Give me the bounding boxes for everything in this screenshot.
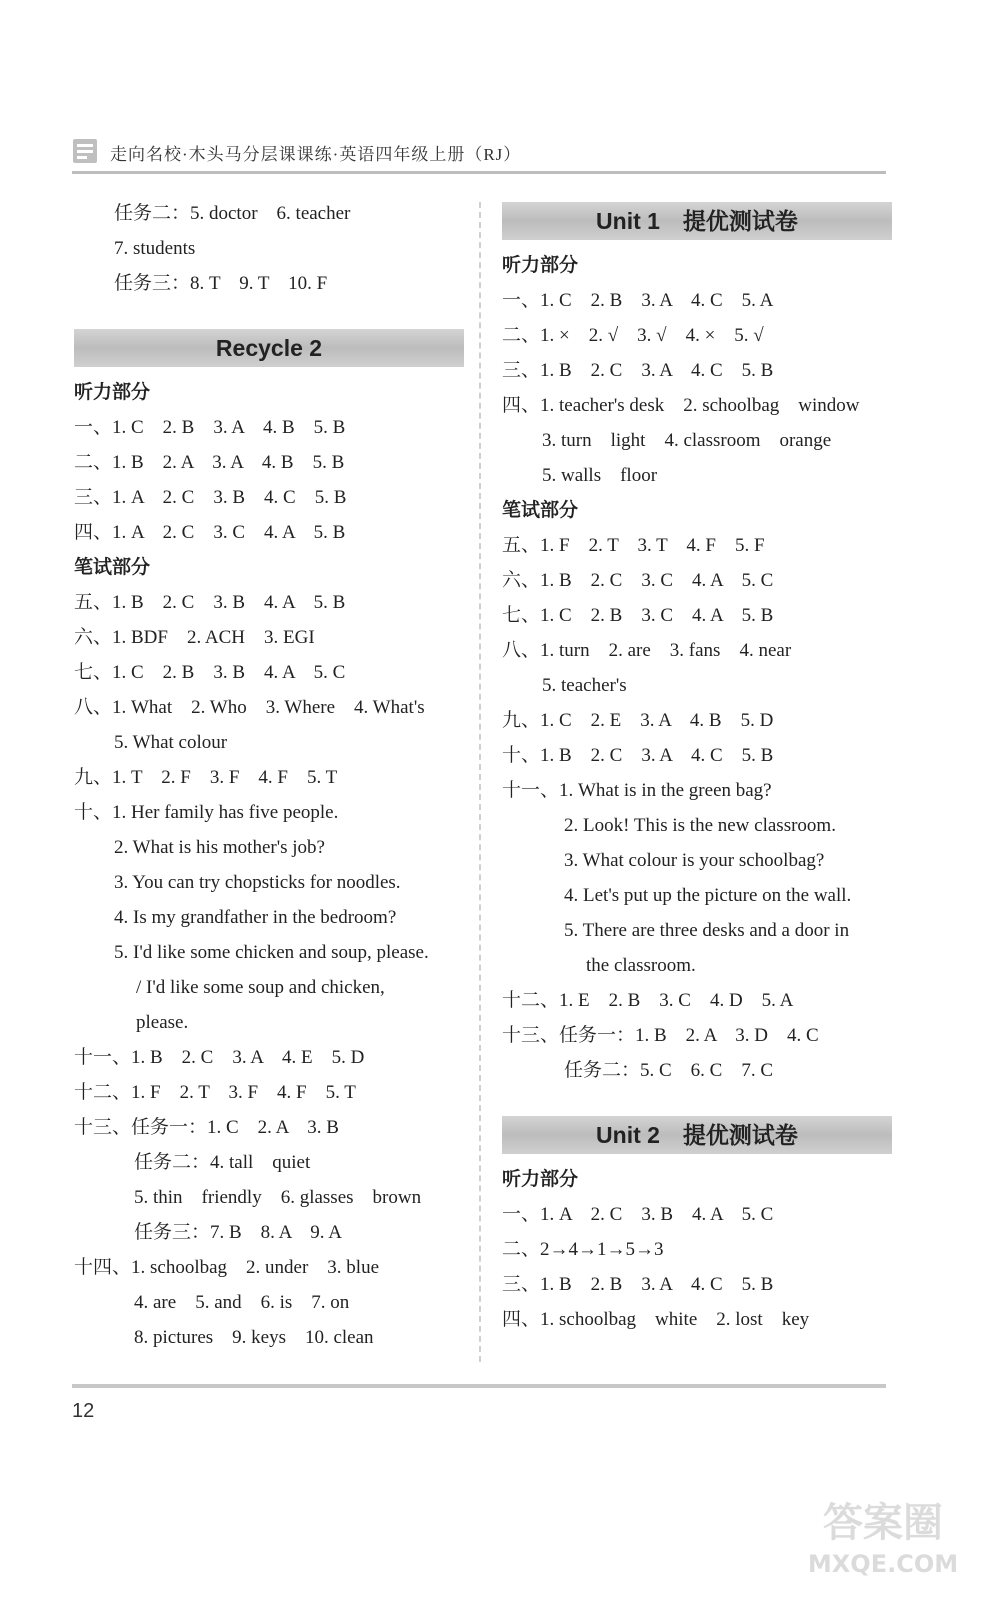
answer-line: 八、1. What 2. Who 3. Where 4. What's [74, 697, 425, 718]
answer-line: 任务三：8. T 9. T 10. F [114, 273, 328, 294]
answer-line: 四、1. schoolbag white 2. lost key [502, 1309, 810, 1330]
footer-rule [72, 1384, 886, 1388]
answer-line: 任务二：4. tall quiet [134, 1152, 311, 1173]
answer-line: 五、1. F 2. T 3. T 4. F 5. F [502, 535, 765, 556]
answer-line: 十二、1. E 2. B 3. C 4. D 5. A [502, 990, 794, 1011]
answer-line: 十二、1. F 2. T 3. F 4. F 5. T [74, 1082, 356, 1103]
subsection-heading: 笔试部分 [74, 557, 151, 578]
answer-line: 2. What is his mother's job? [114, 837, 325, 858]
subsection-heading: 听力部分 [502, 1169, 579, 1190]
answer-line: 5. I'd like some chicken and soup, please. [114, 942, 429, 963]
answer-line: 3. You can try chopsticks for noodles. [114, 872, 401, 893]
answer-line: 5. thin friendly 6. glasses brown [134, 1187, 422, 1208]
answer-line: 一、1. C 2. B 3. A 4. C 5. A [502, 290, 774, 311]
answer-line: 一、1. A 2. C 3. B 4. A 5. C [502, 1204, 774, 1225]
page-number: 12 [72, 1400, 95, 1422]
header-rule [72, 171, 886, 174]
answer-line: 三、1. A 2. C 3. B 4. C 5. B [74, 487, 347, 508]
answer-line: 2. Look! This is the new classroom. [564, 815, 836, 836]
answer-line: 3. turn light 4. classroom orange [542, 430, 832, 451]
section-title: Unit 1 提优测试卷 [502, 202, 892, 240]
answer-line: 任务二：5. doctor 6. teacher [114, 203, 351, 224]
answer-line: 二、2→4→1→5→3 [502, 1239, 664, 1260]
answer-line: 四、1. A 2. C 3. C 4. A 5. B [74, 522, 346, 543]
answer-line: the classroom. [586, 955, 696, 976]
answer-line: 七、1. C 2. B 3. B 4. A 5. C [74, 662, 346, 683]
watermark-logo [808, 1484, 958, 1580]
answer-line: 十、1. Her family has five people. [74, 802, 339, 823]
answer-line: 3. What colour is your schoolbag? [564, 850, 825, 871]
answer-line: 十四、1. schoolbag 2. under 3. blue [74, 1257, 380, 1278]
section-title: Unit 2 提优测试卷 [502, 1116, 892, 1154]
answer-line: / I'd like some soup and chicken, [136, 977, 385, 998]
answer-line: 4. Is my grandfather in the bedroom? [114, 907, 397, 928]
answer-line: 三、1. B 2. B 3. A 4. C 5. B [502, 1274, 774, 1295]
answer-line: 5. There are three desks and a door in [564, 920, 850, 941]
answer-line: 二、1. B 2. A 3. A 4. B 5. B [74, 452, 345, 473]
answer-line: 十一、1. What is in the green bag? [502, 780, 772, 801]
answer-line: 十三、任务一：1. B 2. A 3. D 4. C [502, 1025, 819, 1046]
answer-line: 十、1. B 2. C 3. A 4. C 5. B [502, 745, 774, 766]
answer-line: 九、1. T 2. F 3. F 4. F 5. T [74, 767, 338, 788]
section-spacer [502, 1088, 892, 1110]
watermark-logo-text: 答案圈 [823, 1500, 943, 1546]
answer-line: 5. walls floor [542, 465, 658, 486]
book-icon [72, 138, 98, 164]
answer-line: 九、1. C 2. E 3. A 4. B 5. D [502, 710, 774, 731]
answer-line: 任务三：7. B 8. A 9. A [134, 1222, 342, 1243]
right-column [502, 196, 892, 1337]
watermark-url: MXQE.COM [808, 1550, 958, 1578]
answer-line: 十三、任务一：1. C 2. A 3. B [74, 1117, 339, 1138]
answer-line: 十一、1. B 2. C 3. A 4. E 5. D [74, 1047, 365, 1068]
subsection-heading: 笔试部分 [502, 500, 579, 521]
header-title: 走向名校·木头马分层课课练·英语四年级上册（RJ） [110, 145, 522, 164]
answer-line: 8. pictures 9. keys 10. clean [134, 1327, 374, 1348]
section-title: Recycle 2 [74, 329, 464, 367]
answer-line: 三、1. B 2. C 3. A 4. C 5. B [502, 360, 774, 381]
answer-line: 一、1. C 2. B 3. A 4. B 5. B [74, 417, 346, 438]
answer-line: 七、1. C 2. B 3. C 4. A 5. B [502, 605, 774, 626]
answer-line: 六、1. BDF 2. ACH 3. EGI [74, 627, 315, 648]
answer-line: 二、1. × 2. √ 3. √ 4. × 5. √ [502, 325, 764, 346]
answer-line: 7. students [114, 238, 196, 259]
subsection-heading: 听力部分 [74, 382, 151, 403]
answer-line: 4. are 5. and 6. is 7. on [134, 1292, 350, 1313]
left-column [74, 196, 464, 1355]
page-header [72, 132, 886, 172]
answer-line: 六、1. B 2. C 3. C 4. A 5. C [502, 570, 774, 591]
answer-line: 五、1. B 2. C 3. B 4. A 5. B [74, 592, 346, 613]
answer-line: 八、1. turn 2. are 3. fans 4. near [502, 640, 792, 661]
column-divider [479, 202, 481, 1362]
answer-line: please. [136, 1012, 189, 1033]
section-spacer [74, 301, 464, 323]
answer-line: 四、1. teacher's desk 2. schoolbag window [502, 395, 860, 416]
subsection-heading: 听力部分 [502, 255, 579, 276]
answer-line: 5. What colour [114, 732, 228, 753]
answer-line: 5. teacher's [542, 675, 627, 696]
answer-line: 任务二：5. C 6. C 7. C [564, 1060, 774, 1081]
answer-line: 4. Let's put up the picture on the wall. [564, 885, 852, 906]
